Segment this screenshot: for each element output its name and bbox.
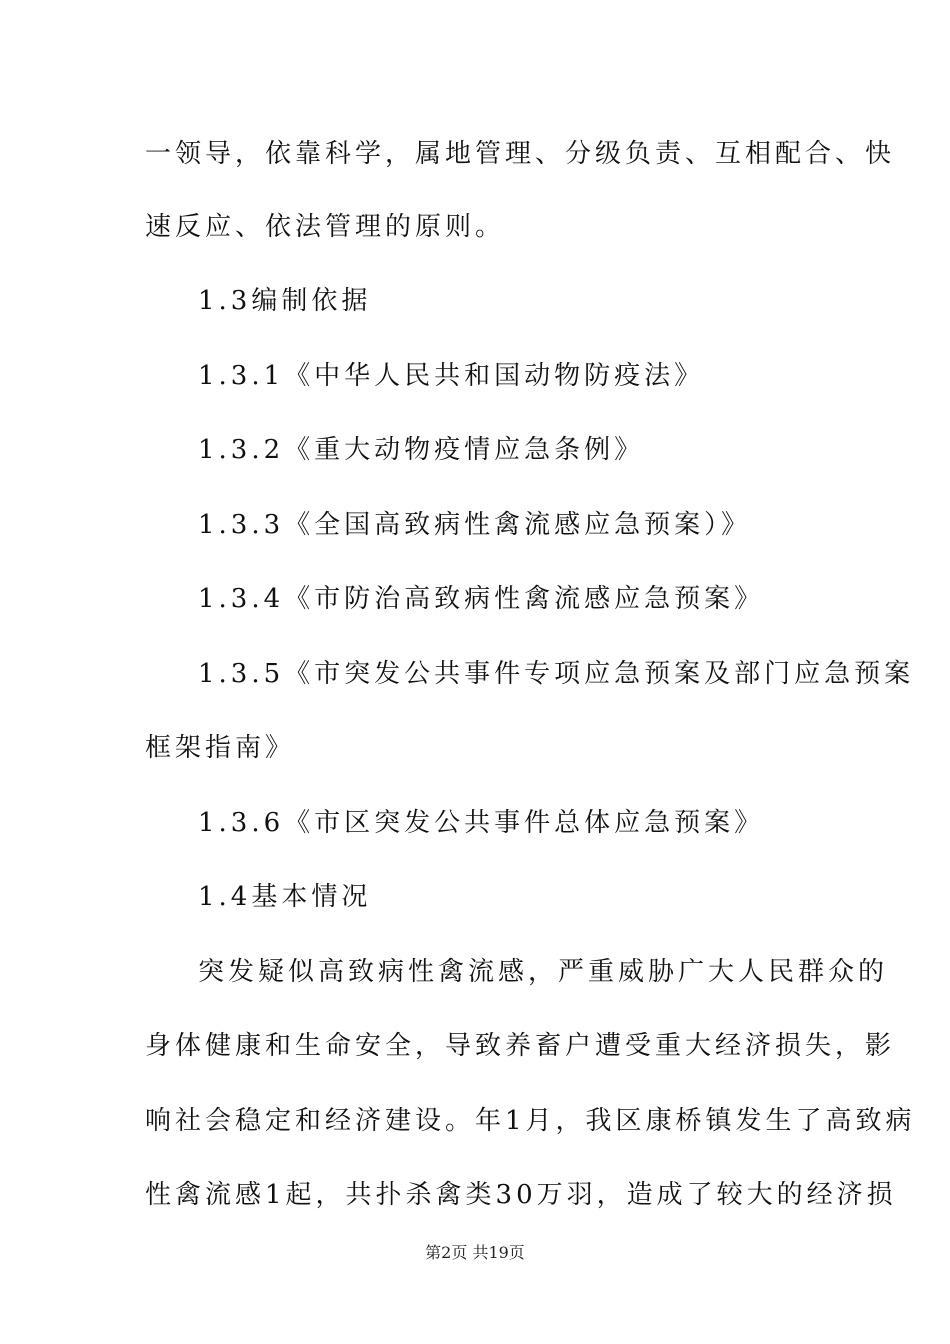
body-text-line: 一领导，依靠科学，属地管理、分级负责、互相配合、快: [145, 139, 896, 169]
body-text-line: 速反应、依法管理的原则。: [145, 212, 506, 242]
page-number-footer: 第2页 共19页: [425, 1243, 525, 1262]
reference-item: 1.3.3《全国高致病性禽流感应急预案）》: [198, 510, 752, 540]
section-heading: 1.3编制依据: [198, 286, 372, 316]
body-text-line: 响社会稳定和经济建设。年1月，我区康桥镇发生了高致病: [145, 1106, 916, 1136]
reference-item: 1.3.6《市区突发公共事件总体应急预案》: [198, 808, 765, 838]
reference-item: 1.3.1《中华人民共和国动物防疫法》: [198, 361, 705, 391]
reference-item-continued: 框架指南》: [145, 733, 296, 763]
body-text-line: 突发疑似高致病性禽流感，严重威胁广大人民群众的: [198, 957, 889, 987]
body-text-line: 身体健康和生命安全，导致养畜户遭受重大经济损失，影: [145, 1031, 896, 1061]
section-heading: 1.4基本情况: [198, 882, 372, 912]
body-text-line: 性禽流感1起，共扑杀禽类30万羽，造成了较大的经济损: [145, 1180, 897, 1210]
reference-item: 1.3.2《重大动物疫情应急条例》: [198, 435, 645, 465]
reference-item: 1.3.4《市防治高致病性禽流感应急预案》: [198, 584, 765, 614]
reference-item: 1.3.5《市突发公共事件专项应急预案及部门应急预案: [198, 659, 915, 689]
